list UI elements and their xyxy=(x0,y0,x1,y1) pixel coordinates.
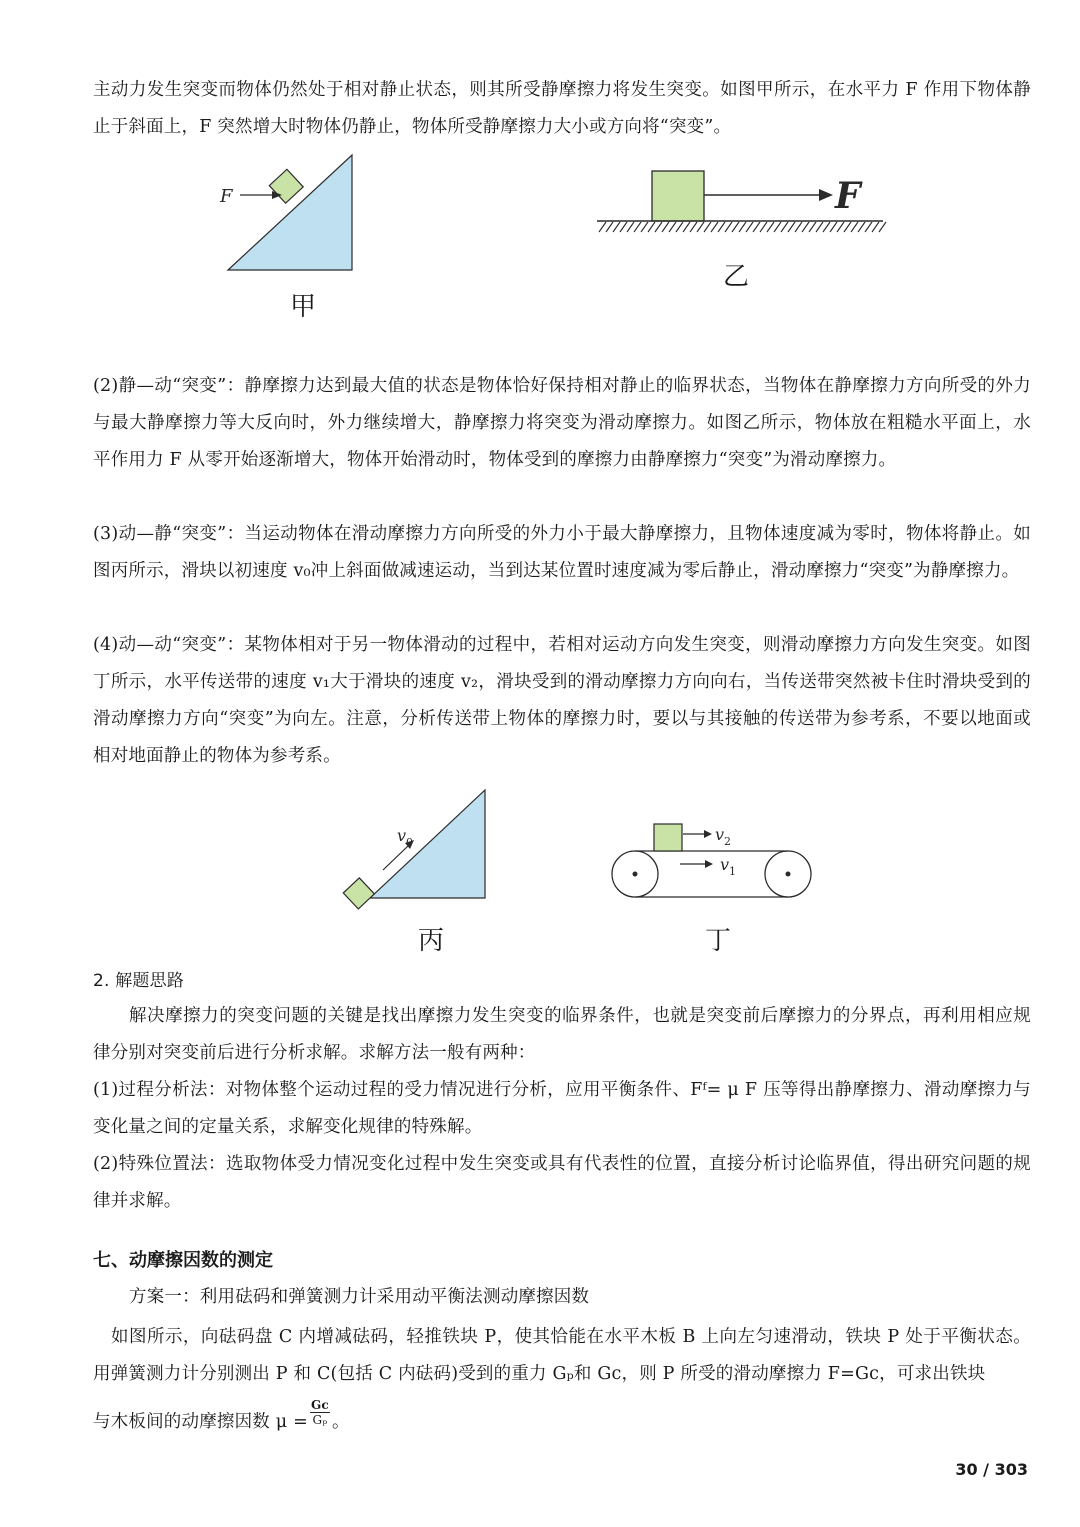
ground-hatch-mark xyxy=(697,222,704,232)
caption-bing: 丙 xyxy=(418,926,445,956)
figure-yi xyxy=(595,168,895,240)
ground-hatch-mark xyxy=(648,222,655,232)
sliding-block xyxy=(343,878,374,909)
velocity-label-v2: $v_2$ xyxy=(715,825,732,848)
ground-hatch-mark xyxy=(858,222,865,232)
ground-hatch-mark xyxy=(711,222,718,232)
ground-hatch-mark xyxy=(844,222,851,232)
ground-hatch-mark xyxy=(823,222,830,232)
ground-hatch-mark xyxy=(781,222,788,232)
caption-ding: 丁 xyxy=(705,926,732,956)
ground-hatch-mark xyxy=(732,222,739,232)
ground-hatch-mark xyxy=(606,222,613,232)
ground-hatch-mark xyxy=(865,222,872,232)
ground-hatch-mark xyxy=(767,222,774,232)
ground-hatch-mark xyxy=(774,222,781,232)
ground-hatch-mark xyxy=(760,222,767,232)
ground-hatch-mark xyxy=(851,222,858,232)
ground-hatch-mark xyxy=(837,222,844,232)
paragraph-solve: 解决摩擦力的突变问题的关键是找出摩擦力发生突变的临界条件，也就是突变前后摩擦力的分界点，再利用相应规律分别对突变前后进行分析求解。求解方法一般有两种： xyxy=(93,1006,1031,1063)
incline-wedge xyxy=(370,790,485,898)
ground-hatch-mark xyxy=(725,222,732,232)
force-label-F: F xyxy=(220,186,233,207)
section-heading-2: 2. 解题思路 xyxy=(93,971,185,991)
ground-hatch-mark xyxy=(627,222,634,232)
ground-hatch-mark xyxy=(641,222,648,232)
paragraph-3: (3)动—静“突变”：当运动物体在滑动摩擦力方向所受的外力小于最大静摩擦力，且物体速度减为零时，物体将静止。如图丙所示，滑块以初速度 v₀冲上斜面做减速运动，当到达某位置时速度减为零后静止，滑动摩擦力“突变”为静摩擦力。 xyxy=(93,524,1031,581)
block-on-incline xyxy=(269,169,303,203)
ground-hatch-mark xyxy=(872,222,879,232)
ground-hatch-mark xyxy=(788,222,795,232)
ground-hatch-mark xyxy=(683,222,690,232)
block-on-belt xyxy=(654,824,682,851)
ground-hatch-mark xyxy=(746,222,753,232)
block-on-ground xyxy=(652,171,704,221)
ground-hatch-mark xyxy=(704,222,711,232)
figure-ding xyxy=(610,820,815,902)
friction-fraction: $\frac{Gc}{\text{Gₚ}}$ xyxy=(310,1398,329,1427)
paragraph-4: (4)动—动“突变”：某物体相对于另一物体滑动的过程中，若相对运动方向发生突变，则滑动摩擦力方向发生突变。如图丁所示，水平传送带的速度 v₁大于滑块的速度 v₂，滑块受到的滑动摩擦力方向向右，当传送带突然被卡住时滑块受到的滑动摩擦力方向“突变”为向左。注意，分析传送带上物体的摩擦力时，要以与其接触的传送带为参考系，不要以地面或相对地面静止的物体为参考系。 xyxy=(93,635,1031,766)
ground-hatch-mark xyxy=(620,222,627,232)
force-label-F: F xyxy=(835,175,861,217)
ground-hatch-mark xyxy=(599,222,606,232)
figure-jia xyxy=(210,150,370,280)
ground-hatch-mark xyxy=(634,222,641,232)
figure-bing xyxy=(350,786,492,902)
page-number: 30 / 303 xyxy=(955,1460,1028,1479)
ground-hatch-mark xyxy=(795,222,802,232)
ground-hatch-mark xyxy=(662,222,669,232)
ground-hatch-mark xyxy=(613,222,620,232)
paragraph-2: (2)静—动“突变”：静摩擦力达到最大值的状态是物体恰好保持相对静止的临界状态，当物体在静摩擦力方向所受的外力与最大静摩擦力等大反向时，外力继续增大，静摩擦力将突变为滑动摩擦力。如图乙所示，物体放在粗糙水平面上，水平作用力 F 从零开始逐渐增大，物体开始滑动时，物体受到的摩擦力由静摩擦力“突变”为滑动摩擦力。 xyxy=(93,376,1031,470)
ground-hatch-mark xyxy=(879,222,886,232)
scheme-1-title: 方案一：利用砝码和弹簧测力计采用动平衡法测动摩擦因数 xyxy=(129,1287,590,1307)
paragraph-intro: 主动力发生突变而物体仍然处于相对静止状态，则其所受静摩擦力将发生突变。如图甲所示，在水平力 F 作用下物体静止于斜面上，F 突然增大时物体仍静止，物体所受静摩擦力大小或方向将“突变”。 xyxy=(93,80,1031,137)
paragraph-mu-formula: 与木板间的动摩擦因数 μ = $\frac{Gc}{\text{Gₚ}}$ 。 xyxy=(93,1398,350,1432)
v1-arrowhead xyxy=(705,860,713,868)
ground-hatch-mark xyxy=(655,222,662,232)
v2-arrowhead xyxy=(704,830,712,838)
paragraph-scheme-1: 如图所示，向砝码盘 C 内增减砝码，轻推铁块 P，使其恰能在水平木板 B 上向左匀速滑动，铁块 P 处于平衡状态。用弹簧测力计分别测出 P 和 C(包括 C 内砝码)受到的重力 Gₚ和 Gc，则 P 所受的滑动摩擦力 F=Gc，可求出铁块 xyxy=(93,1327,1031,1384)
ground-hatch-mark xyxy=(830,222,837,232)
velocity-label-v0: $v_0$ xyxy=(397,826,414,849)
ground-hatch-mark xyxy=(802,222,809,232)
ground-hatch-mark xyxy=(753,222,760,232)
ground-hatch-mark xyxy=(676,222,683,232)
paragraph-method-1: (1)过程分析法：对物体整个运动过程的受力情况进行分析，应用平衡条件、Fᶠ= μ F 压等得出静摩擦力、滑动摩擦力与变化量之间的定量关系，求解变化规律的特殊解。 xyxy=(93,1080,1031,1137)
caption-yi: 乙 xyxy=(723,262,750,292)
velocity-label-v1: $v_1$ xyxy=(720,855,737,878)
ground-hatch-mark xyxy=(816,222,823,232)
caption-jia: 甲 xyxy=(290,292,317,322)
force-arrowhead xyxy=(819,189,833,201)
ground-hatch-mark xyxy=(718,222,725,232)
ground-hatch-mark xyxy=(739,222,746,232)
section-heading-7: 七、动摩擦因数的测定 xyxy=(93,1250,273,1271)
ground-hatch-mark xyxy=(809,222,816,232)
ground-hatch-mark xyxy=(690,222,697,232)
paragraph-method-2: (2)特殊位置法：选取物体受力情况变化过程中发生突变或具有代表性的位置，直接分析讨论临界值，得出研究问题的规律并求解。 xyxy=(93,1154,1031,1211)
ground-hatch-mark xyxy=(669,222,676,232)
